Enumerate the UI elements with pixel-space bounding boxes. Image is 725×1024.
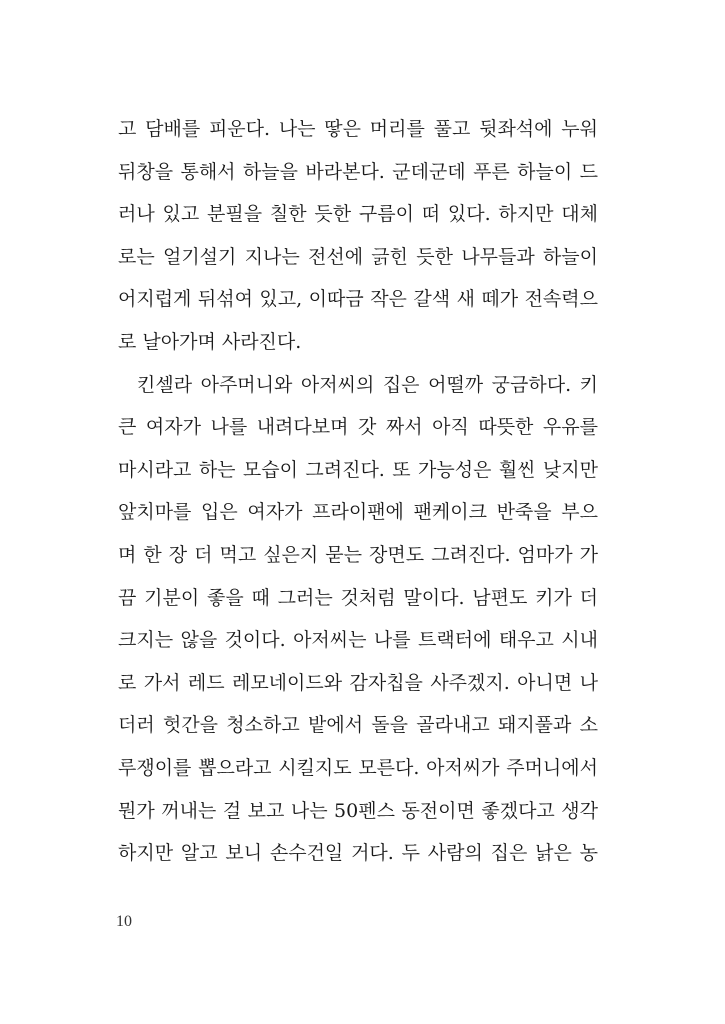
- text-line: 며 한 장 더 먹고 싶은지 묻는 장면도 그려진다. 엄마가 가: [118, 543, 598, 566]
- text-line: 로 가서 레드 레모네이드와 감자칩을 사주겠지. 아니면 나: [118, 671, 598, 694]
- text-line: 크지는 않을 것이다. 아저씨는 나를 트랙터에 태우고 시내: [118, 629, 598, 652]
- text-line: 더러 헛간을 청소하고 밭에서 돌을 골라내고 돼지풀과 소: [118, 714, 598, 737]
- text-line: 러나 있고 분필을 칠한 듯한 구름이 떠 있다. 하지만 대체: [118, 203, 598, 226]
- text-line: 큰 여자가 나를 내려다보며 갓 짜서 아직 따뜻한 우유를: [118, 416, 598, 439]
- text-line: 뒤창을 통해서 하늘을 바라본다. 군데군데 푸른 하늘이 드: [118, 160, 598, 183]
- text-line: 뭔가 꺼내는 걸 보고 나는 50펜스 동전이면 좋겠다고 생각: [118, 799, 598, 822]
- text-line: 어지럽게 뒤섞여 있고, 이따금 작은 갈색 새 떼가 전속력으: [118, 288, 598, 311]
- text-line: 마시라고 하는 모습이 그려진다. 또 가능성은 훨씬 낮지만: [118, 458, 598, 481]
- text-line: 로 날아가며 사라진다.: [118, 330, 302, 353]
- text-line: 루쟁이를 뽑으라고 시킬지도 모른다. 아저씨가 주머니에서: [118, 756, 598, 779]
- page-number: 10: [116, 913, 132, 930]
- text-line-indented: 킨셀라 아주머니와 아저씨의 집은 어떨까 궁금하다. 키: [137, 373, 598, 396]
- text-line: 끔 기분이 좋을 때 그러는 것처럼 말이다. 남편도 키가 더: [118, 586, 598, 609]
- text-line: 앞치마를 입은 여자가 프라이팬에 팬케이크 반죽을 부으: [118, 501, 598, 524]
- body-text: [118, 108, 598, 875]
- text-line: 로는 얼기설기 지나는 전선에 긁힌 듯한 나무들과 하늘이: [118, 245, 598, 268]
- text-line: 고 담배를 피운다. 나는 땋은 머리를 풀고 뒷좌석에 누워: [118, 118, 598, 140]
- text-line: 하지만 알고 보니 손수건일 거다. 두 사람의 집은 낡은 농: [118, 842, 598, 865]
